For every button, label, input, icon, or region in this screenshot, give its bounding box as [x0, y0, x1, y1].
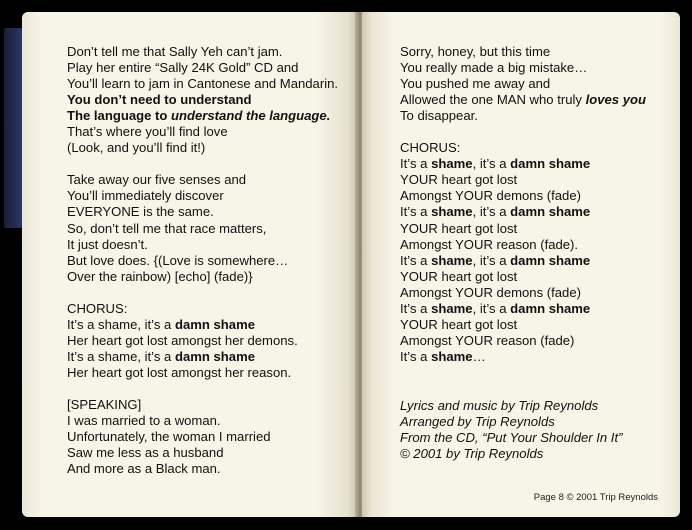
- lyric-line: [67, 461, 338, 477]
- lyric-text: Her heart got lost amongst her reason.: [67, 364, 292, 380]
- lyric-text: (Look, and you’ll find it!): [67, 140, 206, 156]
- lyric-line: [67, 413, 338, 429]
- lyric-text: Saw me less as a husband: [67, 445, 224, 461]
- lyric-text: damn shame: [510, 204, 591, 220]
- lyric-text: shame: [431, 300, 473, 316]
- lyric-line: [400, 285, 646, 301]
- lyric-text: It just doesn’t.: [67, 236, 148, 252]
- lyric-text: …: [472, 348, 486, 364]
- right-lyrics: [400, 44, 646, 365]
- lyric-line: [67, 429, 338, 445]
- lyric-text: damn shame: [510, 252, 591, 268]
- lyric-text: shame: [431, 348, 473, 364]
- lyric-line: [67, 221, 338, 237]
- lyric-text: , it’s a: [472, 252, 511, 268]
- lyric-line: [400, 172, 646, 188]
- lyric-line: [67, 108, 338, 124]
- lyric-text: So, don’t tell me that race matters,: [67, 220, 267, 236]
- lyric-text: It’s a shame, it’s a: [67, 348, 175, 364]
- lyric-text: But love does. {(Love is somewhere…: [67, 252, 289, 268]
- credit-line: Arranged by Trip Reynolds: [400, 414, 555, 430]
- lyric-line: [67, 333, 338, 349]
- lyric-text: Over the rainbow) [echo] (fade)}: [67, 268, 253, 284]
- lyric-text: Amongst YOUR reason (fade).: [400, 236, 579, 252]
- lyric-text: You pushed me away and: [400, 76, 551, 92]
- lyric-line: [67, 140, 338, 156]
- lyric-text: damn shame: [510, 300, 591, 316]
- lyric-line: [67, 188, 338, 204]
- lyric-line: [67, 349, 338, 365]
- lyric-text: Play her entire “Sally 24K Gold” CD and: [67, 60, 299, 76]
- cover-edge: [4, 28, 22, 228]
- lyric-text: You really made a big mistake…: [400, 60, 588, 76]
- lyric-line: [400, 188, 646, 204]
- lyric-text: YOUR heart got lost: [400, 316, 518, 332]
- lyric-line: [67, 445, 338, 461]
- lyric-text: It’s a: [400, 204, 432, 220]
- lyric-text: , it’s a: [472, 300, 511, 316]
- lyric-line: [400, 317, 646, 333]
- lyric-line: [400, 140, 646, 156]
- lyric-line: [67, 269, 338, 285]
- right-page: [362, 12, 680, 517]
- lyric-text: And more as a Black man.: [67, 461, 221, 477]
- stanza-gap: [67, 381, 338, 397]
- lyric-text: To disappear.: [400, 108, 478, 124]
- lyric-text: Don’t tell me that Sally Yeh can’t jam.: [67, 44, 283, 59]
- lyric-text: It’s a: [400, 156, 432, 172]
- lyric-text: I was married to a woman.: [67, 413, 221, 429]
- song-credits: [400, 398, 622, 462]
- lyric-text: You’ll learn to jam in Cantonese and Mandarin.: [67, 76, 339, 92]
- lyric-text: YOUR heart got lost: [400, 268, 518, 284]
- lyric-text: Amongst YOUR demons (fade): [400, 284, 581, 300]
- lyric-text: , it’s a: [472, 204, 511, 220]
- lyric-line: [400, 156, 646, 172]
- lyric-line: [400, 253, 646, 269]
- lyric-text: , it’s a: [472, 156, 511, 172]
- credit-line: Lyrics and music by Trip Reynolds: [400, 398, 599, 413]
- lyric-line: [400, 349, 646, 365]
- lyric-line: [400, 333, 646, 349]
- lyric-text: CHORUS:: [400, 140, 461, 156]
- lyric-text: Her heart got lost amongst her demons.: [67, 332, 298, 348]
- lyric-text: It’s a: [400, 348, 432, 364]
- lyric-text: loves you: [585, 92, 646, 108]
- lyric-text: EVERYONE is the same.: [67, 204, 214, 220]
- lyric-line: [67, 365, 338, 381]
- lyric-text: The language to: [67, 108, 172, 124]
- lyric-text: Sorry, honey, but this time: [400, 44, 551, 59]
- lyric-line: [67, 76, 338, 92]
- page-footer: Page 8 © 2001 Trip Reynolds: [533, 492, 658, 503]
- left-page: [22, 12, 358, 517]
- lyric-text: Amongst YOUR demons (fade): [400, 188, 581, 204]
- lyric-text: It’s a: [400, 300, 432, 316]
- lyric-line: [400, 204, 646, 220]
- lyric-line: [400, 269, 646, 285]
- lyric-line: [400, 221, 646, 237]
- lyric-text: YOUR heart got lost: [400, 220, 518, 236]
- lyric-line: [67, 44, 338, 60]
- stanza-gap: [67, 156, 338, 172]
- lyric-text: That’s where you’ll find love: [67, 124, 228, 140]
- lyric-line: [67, 301, 338, 317]
- lyric-line: [67, 317, 338, 333]
- lyric-text: It’s a: [400, 252, 432, 268]
- lyric-text: damn shame: [174, 348, 255, 364]
- lyric-line: [400, 301, 646, 317]
- lyric-text: shame: [431, 204, 473, 220]
- lyric-line: [400, 237, 646, 253]
- lyric-text: damn shame: [174, 316, 255, 332]
- lyric-line: [400, 76, 646, 92]
- lyric-line: [67, 172, 338, 188]
- left-lyrics: [67, 44, 338, 477]
- lyric-line: [67, 60, 338, 76]
- credit-line: From the CD, “Put Your Shoulder In It”: [400, 430, 623, 446]
- lyric-text: [SPEAKING]: [67, 397, 142, 413]
- lyric-line: [400, 44, 646, 60]
- lyric-text: [586, 92, 646, 107]
- lyric-line: [67, 204, 338, 220]
- lyric-line: [67, 92, 338, 108]
- lyric-line: [400, 92, 646, 108]
- lyric-line: [400, 108, 646, 124]
- lyric-text: Take away our five senses and: [67, 172, 247, 188]
- lyric-text: You don’t need to understand: [67, 92, 252, 108]
- lyric-line: [67, 124, 338, 140]
- lyric-text: YOUR heart got lost: [400, 172, 518, 188]
- lyric-line: [67, 237, 338, 253]
- lyric-text: Allowed the one MAN who truly: [400, 92, 586, 108]
- credit-line: © 2001 by Trip Reynolds: [400, 446, 544, 462]
- lyric-line: [67, 397, 338, 413]
- lyric-text: Unfortunately, the woman I married: [67, 429, 271, 445]
- lyric-text: shame: [431, 156, 473, 172]
- lyric-line: [400, 60, 646, 76]
- lyric-text: Amongst YOUR reason (fade): [400, 332, 575, 348]
- lyric-text: It’s a shame, it’s a: [67, 316, 175, 332]
- lyric-text: You’ll immediately discover: [67, 188, 224, 204]
- lyric-text: shame: [431, 252, 473, 268]
- lyric-line: [67, 253, 338, 269]
- stanza-gap: [400, 124, 646, 140]
- lyric-text: CHORUS:: [67, 300, 128, 316]
- stanza-gap: [67, 285, 338, 301]
- lyric-text: [171, 108, 330, 123]
- lyric-text: damn shame: [510, 156, 591, 172]
- lyric-text: understand the language.: [171, 108, 331, 124]
